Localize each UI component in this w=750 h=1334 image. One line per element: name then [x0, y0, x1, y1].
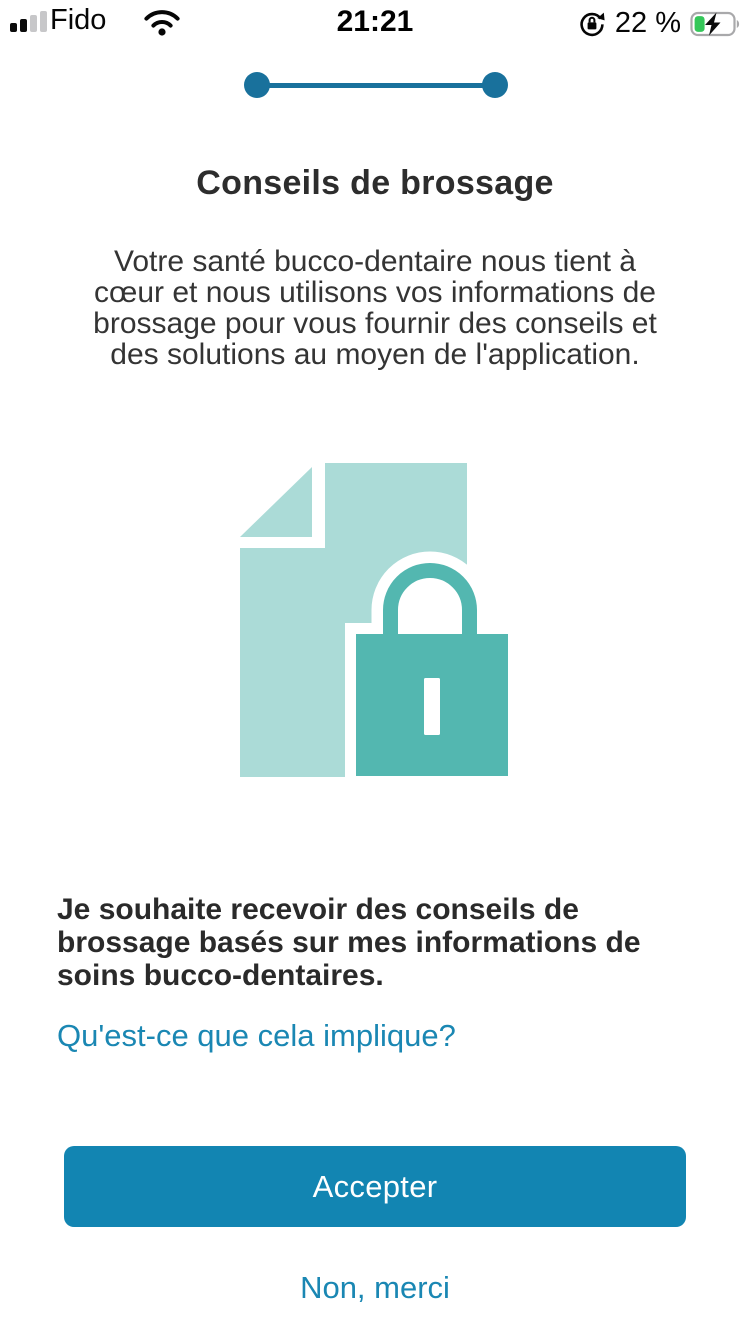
progress-line [258, 83, 494, 88]
progress-step-1-dot [244, 72, 270, 98]
consent-line: Je souhaite recevoir des conseils de [57, 893, 579, 926]
body-line: cœur et nous utilisons vos informations de [94, 276, 656, 309]
status-bar [0, 0, 750, 44]
body-line: Votre santé bucco-dentaire nous tient à [113, 245, 636, 278]
page-title: Conseils de brossage [196, 164, 554, 202]
body-line: brossage pour vous fournir des conseils et [93, 307, 657, 340]
battery-charging-icon [690, 11, 742, 37]
body-line: des solutions au moyen de l'application. [110, 338, 640, 371]
clock-time: 21:21 [336, 5, 414, 38]
progress-step-2-dot [482, 72, 508, 98]
document-fold-corner [240, 467, 312, 537]
battery-level-fill [695, 16, 705, 32]
battery-percent-label: 22 % [614, 7, 681, 39]
accept-button[interactable]: Accepter [64, 1146, 686, 1227]
orientation-lock-icon [578, 10, 606, 38]
what-does-this-imply-link[interactable]: Qu'est-ce que cela implique? [57, 1018, 456, 1053]
consent-statement [57, 893, 717, 992]
charging-bolt-icon [705, 12, 721, 35]
privacy-document-lock-icon [220, 450, 520, 782]
consent-line: brossage basés sur mes informations de [57, 926, 641, 959]
decline-link[interactable]: Non, merci [300, 1270, 450, 1305]
lock-keyhole [424, 678, 440, 735]
carrier-label: Fido [50, 4, 107, 36]
body-paragraph [30, 246, 720, 370]
consent-line: soins bucco-dentaires. [57, 959, 384, 992]
